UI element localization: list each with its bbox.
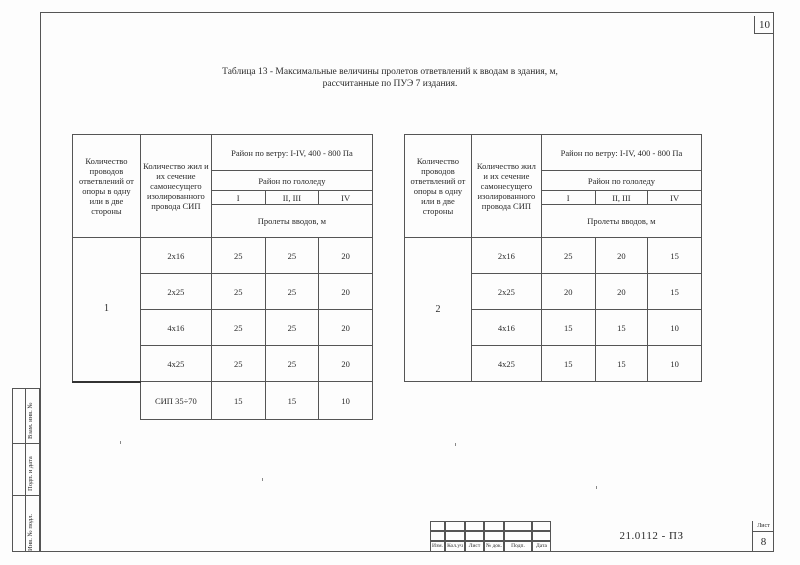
table-row — [73, 382, 373, 420]
sheet-number: 8 — [760, 536, 767, 548]
sheet-label: Лист — [753, 521, 774, 532]
span-value: 25 — [265, 274, 319, 310]
page-number-top: 10 — [754, 16, 774, 34]
caption-line-2: рассчитанные по ПУЭ 7 издания. — [322, 79, 458, 89]
span-value: 25 — [265, 310, 319, 346]
span-value: 15 — [265, 382, 319, 420]
stamp-col-date: Дата — [532, 541, 551, 552]
document-code: 21.0112 - ПЗ — [619, 530, 684, 542]
table-row — [73, 238, 373, 274]
side-stamp-strip — [12, 388, 40, 552]
wire-type: 2х16 — [471, 238, 541, 274]
span-value: 25 — [265, 346, 319, 382]
span-table-2 — [404, 134, 702, 382]
span-value: 20 — [319, 310, 373, 346]
stamp-col-change: Изм. — [430, 541, 445, 552]
span-value: 25 — [211, 238, 265, 274]
caption-line-1: Таблица 13 - Максимальные величины пролетов ответвлений к вводам в здания, м, — [222, 67, 558, 77]
sheet-box — [752, 521, 774, 552]
scan-speck — [120, 441, 121, 444]
span-value: 15 — [648, 238, 702, 274]
span-value: 15 — [648, 274, 702, 310]
stamp-col-doc: № док. — [484, 541, 504, 552]
header-ice-level: IV — [319, 191, 373, 205]
table-caption — [200, 66, 580, 90]
stamp-col-signature: Подп. — [504, 541, 532, 552]
header-spans: Пролеты вводов, м — [211, 205, 372, 238]
stamp-col-count: Кол.уч — [445, 541, 465, 552]
header-ice-level: I — [211, 191, 265, 205]
span-value: 25 — [211, 346, 265, 382]
span-value: 25 — [211, 310, 265, 346]
header-ice-level: I — [541, 191, 595, 205]
side-label-inventory: Инв. № подл. — [27, 513, 34, 551]
span-value: 20 — [319, 346, 373, 382]
span-value: 10 — [648, 310, 702, 346]
title-block — [430, 521, 774, 552]
span-value: 25 — [211, 274, 265, 310]
span-value: 20 — [319, 274, 373, 310]
scan-speck — [455, 443, 456, 446]
scan-speck — [596, 486, 597, 489]
header-ice-level: II, III — [595, 191, 648, 205]
wire-type: СИП 35÷70 — [140, 382, 211, 420]
scan-speck — [262, 478, 263, 481]
span-table-1 — [72, 134, 373, 420]
wire-type: 4х25 — [471, 346, 541, 382]
span-value: 15 — [211, 382, 265, 420]
span-value: 20 — [595, 274, 648, 310]
wire-type: 2х16 — [140, 238, 211, 274]
span-value: 15 — [541, 346, 595, 382]
header-ice-zone: Район по гололеду — [541, 171, 701, 191]
side-label-replace: Взам. инв. № — [27, 402, 34, 439]
span-value: 20 — [541, 274, 595, 310]
header-ice-level: IV — [648, 191, 702, 205]
wire-type: 4х16 — [140, 310, 211, 346]
header-wind-zone: Район по ветру: I-IV, 400 - 800 Па — [211, 135, 372, 171]
header-wire-count: Количество проводов ответвлений от опоры в одну или в две стороны — [73, 135, 141, 238]
header-wire-section: Количество жил и их сечение самонесущего изолированного провода СИП — [140, 135, 211, 238]
stamp-col-sheet: Лист — [465, 541, 484, 552]
header-wind-zone: Район по ветру: I-IV, 400 - 800 Па — [541, 135, 701, 171]
header-ice-level: II, III — [265, 191, 319, 205]
wire-type: 4х25 — [140, 346, 211, 382]
span-value: 15 — [595, 346, 648, 382]
span-value: 25 — [265, 238, 319, 274]
header-wire-section: Количество жил и их сечение самонесущего изолированного провода СИП — [471, 135, 541, 238]
wire-type: 4х16 — [471, 310, 541, 346]
span-value: 20 — [595, 238, 648, 274]
header-spans: Пролеты вводов, м — [541, 205, 701, 238]
wire-type: 2х25 — [471, 274, 541, 310]
header-ice-zone: Район по гололеду — [211, 171, 372, 191]
wire-type: 2х25 — [140, 274, 211, 310]
side-label-signature: Подп. и дата — [27, 456, 34, 491]
span-value: 10 — [319, 382, 373, 420]
span-value: 15 — [595, 310, 648, 346]
group-number: 1 — [73, 238, 141, 382]
header-wire-count: Количество проводов ответвлений от опоры в одну или в две стороны — [405, 135, 472, 238]
table-row — [405, 238, 702, 274]
span-value: 20 — [319, 238, 373, 274]
span-value: 25 — [541, 238, 595, 274]
span-value: 15 — [541, 310, 595, 346]
span-value: 10 — [648, 346, 702, 382]
group-number: 2 — [405, 238, 472, 382]
